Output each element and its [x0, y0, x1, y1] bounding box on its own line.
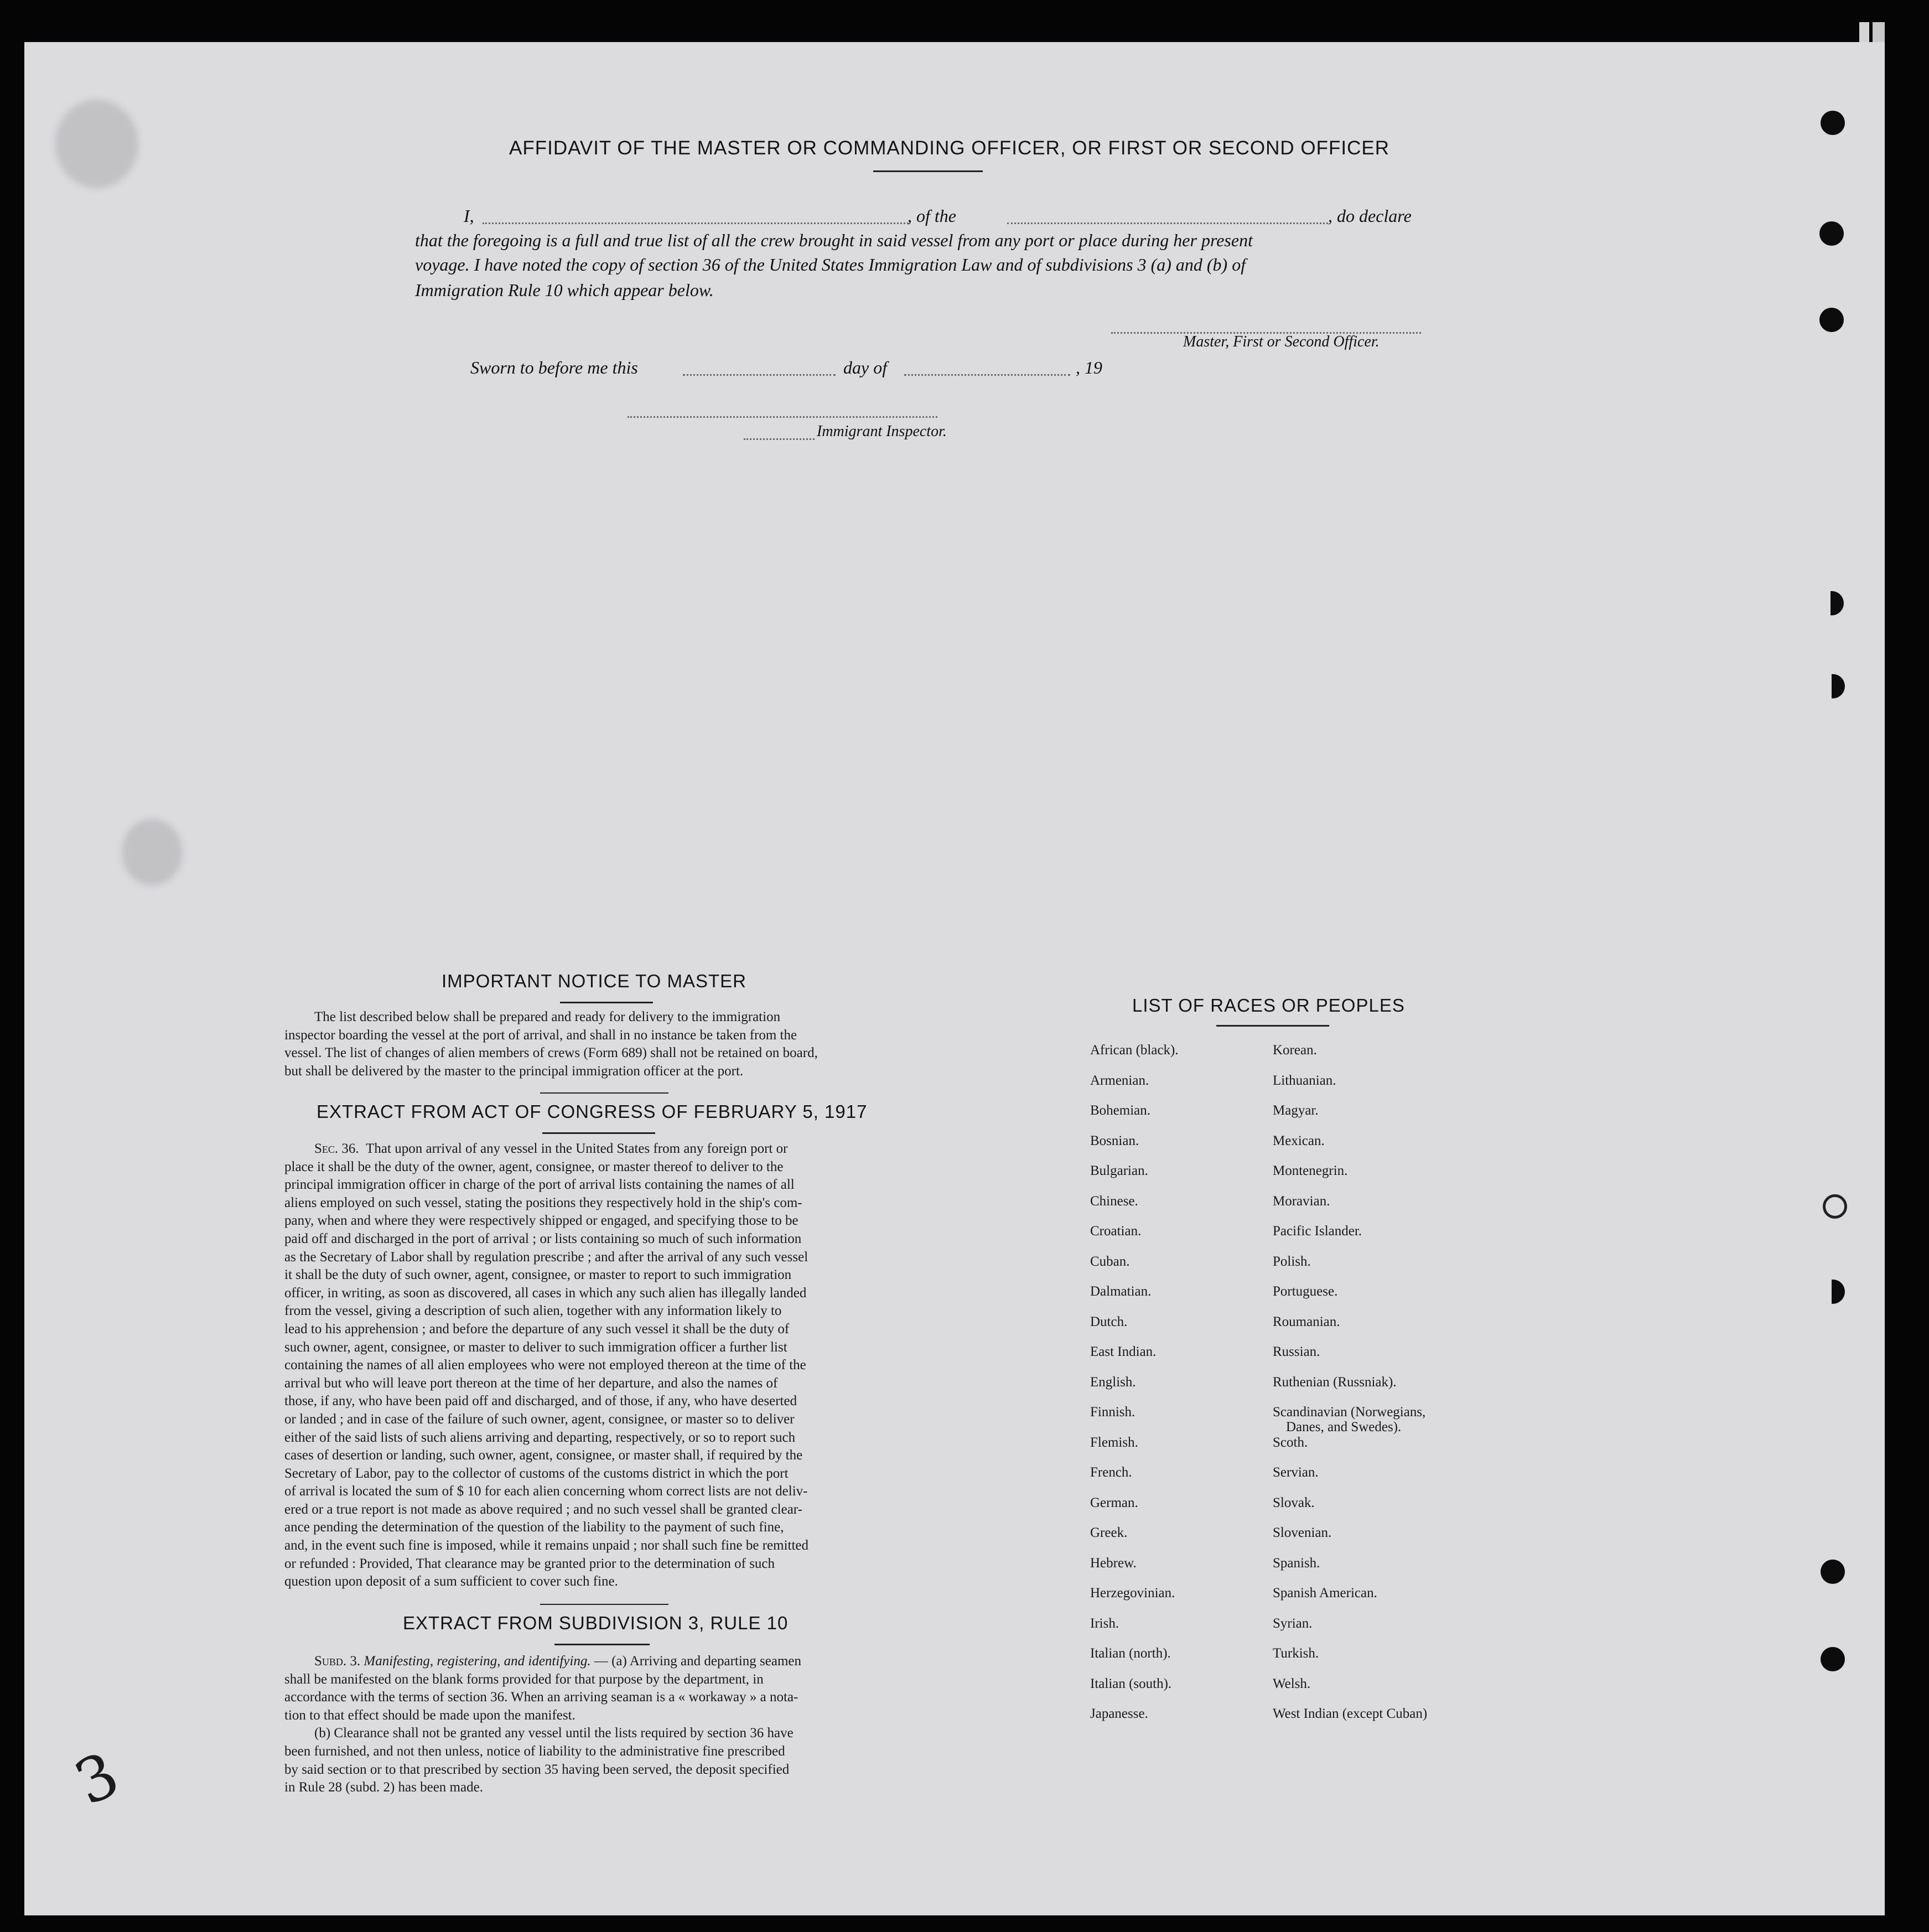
race-item: Montenegrin. [1273, 1163, 1348, 1178]
race-item: Welsh. [1273, 1676, 1311, 1691]
punch-hole [1821, 674, 1845, 698]
act-line: ered or a true report is not made as above required ; and no such vessel shall be granted clear- [284, 1501, 802, 1517]
act-line: Secretary of Labor, pay to the collector of customs of the customs district in which the port [284, 1465, 789, 1481]
act-line: or landed ; and in case of the failure of such owner, agent, consignee, or master so to deliver [284, 1411, 795, 1427]
act-line: such owner, agent, consignee, or master to deliver to such immigration officer a further list [284, 1339, 787, 1355]
race-item: Italian (north). [1090, 1646, 1171, 1661]
race-item: Roumanian. [1273, 1314, 1340, 1329]
race-item: Moravian. [1273, 1193, 1330, 1209]
notice-underline [560, 1002, 653, 1003]
rule-line: in Rule 28 (subd. 2) has been made. [284, 1780, 483, 1795]
punch-hole [1821, 1280, 1845, 1304]
race-item: Hebrew. [1090, 1555, 1137, 1571]
race-item: German. [1090, 1495, 1138, 1510]
rule-line: tion to that effect should be made upon the manifest. [284, 1707, 575, 1723]
act-line: That upon arrival of any vessel in the United States from any foreign port or [366, 1141, 788, 1156]
year-label: , 19 [1076, 358, 1102, 377]
race-item: Dalmatian. [1090, 1284, 1152, 1299]
act-line: paid off and discharged in the port of arrival ; or lists containing so much of such information [284, 1231, 802, 1246]
act-line: containing the names of all alien employees who were not employed thereon at the time of the [284, 1358, 806, 1373]
act-line: cases of desertion or landing, such owner, agent, consignee, or master shall, if required by the [284, 1448, 803, 1463]
rule-paragraph [284, 1653, 908, 1797]
act-line: from the vessel, giving a description of such alien, together with any information likely to [284, 1303, 782, 1319]
punch-hole [1819, 308, 1844, 332]
title-underline [873, 170, 983, 172]
rule-line: — (a) Arriving and departing seamen [594, 1654, 802, 1669]
rule-title: EXTRACT FROM SUBDIVISION 3, RULE 10 [403, 1613, 789, 1633]
day-of-label: day of [843, 358, 888, 377]
race-item: Turkish. [1273, 1646, 1319, 1661]
race-item: Croatian. [1090, 1224, 1142, 1239]
race-item: Armenian. [1090, 1073, 1149, 1088]
notice-title: IMPORTANT NOTICE TO MASTER [442, 971, 747, 991]
race-item: Herzegovinian. [1090, 1586, 1175, 1600]
document-sheet [24, 42, 1885, 1915]
act-underline [542, 1132, 655, 1134]
rule-line: been furnished, and not then unless, notice of liability to the administrative fine prescribed [284, 1743, 785, 1759]
race-item: Spanish American. [1273, 1586, 1377, 1600]
punch-hole [1821, 1647, 1845, 1671]
subd-title: Manifesting, registering, and identifying. [364, 1654, 591, 1669]
act-paragraph [284, 1140, 908, 1591]
race-item: Bulgarian. [1090, 1163, 1148, 1178]
act-line: lead to his apprehension ; and before the departure of any such vessel it shall be the duty of [284, 1321, 790, 1337]
race-item: Irish. [1090, 1615, 1119, 1631]
race-item: West Indian (except Cuban) [1273, 1706, 1428, 1721]
act-line: question upon deposit of a sum sufficient to cover such fine. [284, 1574, 618, 1589]
race-item: French. [1090, 1465, 1132, 1480]
race-item: Magyar. [1273, 1103, 1319, 1118]
race-item: Scandinavian (Norwegians, [1273, 1405, 1426, 1420]
race-item: Lithuanian. [1273, 1073, 1336, 1088]
race-item: Korean. [1273, 1043, 1317, 1058]
race-item: English. [1090, 1374, 1136, 1390]
act-line: officer, in writing, as soon as discovered, all cases in which any such alien has illegally landed [284, 1285, 807, 1301]
act-line: it shall be the duty of such owner, agent, consignee, or master to report to such immigration [284, 1267, 792, 1283]
rule-line: shall be manifested on the blank forms provided for that purpose by the department, in [284, 1671, 764, 1687]
inspector-lead-dots [744, 438, 815, 440]
act-line: place it shall be the duty of the owner, agent, consignee, or master thereof to deliver to the [284, 1159, 784, 1174]
race-item-continued: Danes, and Swedes). [1286, 1420, 1402, 1434]
divider [540, 1092, 668, 1094]
race-item: Slovenian. [1273, 1525, 1332, 1540]
smudge-left [122, 819, 183, 885]
race-item: Syrian. [1273, 1615, 1313, 1631]
race-item: Scoth. [1273, 1434, 1308, 1450]
act-line: ance pending the determination of the question of the liability to the payment of such fine, [284, 1520, 784, 1535]
race-item: Japanesse. [1090, 1706, 1148, 1721]
race-item: Finnish. [1090, 1405, 1135, 1420]
race-item: Slovak. [1273, 1495, 1315, 1510]
sworn-label: Sworn to before me this [470, 358, 638, 377]
punch-hole [1821, 111, 1845, 135]
inspector-label: Immigrant Inspector. [817, 423, 947, 440]
rule-line: by said section or to that prescribed by section 35 having been served, the deposit specified [284, 1762, 790, 1777]
month-blank[interactable] [904, 374, 1070, 376]
act-title: EXTRACT FROM ACT OF CONGRESS OF FEBRUARY 5, 1917 [317, 1101, 868, 1122]
race-item: Chinese. [1090, 1193, 1138, 1209]
punch-hole [1819, 591, 1844, 615]
rule-line: (b) Clearance shall not be granted any vessel until the lists required by section 36 have [314, 1726, 794, 1741]
affidavit-body-line: voyage. I have noted the copy of section 36 of the United States Immigration Law and of subdivisions 3 (a) and (b) of [415, 255, 1246, 274]
act-line: of arrival is located the sum of $ 10 for each alien concerning whom correct lists are not deliv- [284, 1484, 808, 1499]
punch-hole [1821, 1560, 1845, 1584]
subd-label: Subd. 3. [314, 1654, 361, 1669]
act-line: either of the said lists of such aliens arriving and departing, respectively, or so to report such [284, 1429, 796, 1445]
race-item: Polish. [1273, 1254, 1311, 1269]
race-item: Bohemian. [1090, 1103, 1151, 1118]
day-blank[interactable] [683, 374, 836, 376]
race-item: East Indian. [1090, 1344, 1157, 1359]
notice-line: The list described below shall be prepared and ready for delivery to the immigration [314, 1009, 781, 1024]
race-item: Dutch. [1090, 1314, 1128, 1329]
signature-label: Master, First or Second Officer. [1183, 333, 1380, 350]
race-item: Bosnian. [1090, 1133, 1139, 1148]
punch-hole [1819, 221, 1844, 246]
act-line: as the Secretary of Labor shall by regulation prescribe ; and after the arrival of any such vessel [284, 1249, 808, 1265]
race-item: Pacific Islander. [1273, 1224, 1362, 1239]
handwritten-page-number: 3 [64, 1738, 129, 1819]
race-item: Cuban. [1090, 1254, 1130, 1269]
notice-line: vessel. The list of changes of alien members of crews (Form 689) shall not be retained on board, [284, 1045, 818, 1061]
affidavit-body-line: Immigration Rule 10 which appear below. [415, 280, 714, 300]
inspector-blank[interactable] [628, 416, 937, 418]
notice-paragraph [284, 1008, 908, 1080]
race-item: Portuguese. [1273, 1284, 1338, 1299]
race-item: Mexican. [1273, 1133, 1325, 1148]
act-line: pany, when and where they were respectively shipped or engaged, and specifying those to be [284, 1213, 798, 1229]
act-line: those, if any, who have been paid off and discharged, and of those, if any, who have deserted [284, 1394, 797, 1409]
act-line: aliens employed on such vessel, stating the positions they respectively hold in the ship's com- [284, 1195, 802, 1210]
punch-hole [1823, 1194, 1847, 1219]
race-item: Ruthenian (Russniak). [1273, 1374, 1397, 1390]
act-line: principal immigration officer in charge of the port of arrival lists containing the names of all [284, 1177, 795, 1193]
rule-line: accordance with the terms of section 36. When an arriving seaman is a « workaway » a nota- [284, 1690, 798, 1705]
act-line: or refunded : Provided, That clearance may be granted prior to the determination of such [284, 1556, 775, 1571]
race-item: Servian. [1273, 1465, 1319, 1480]
act-line: arrival but who will leave port thereon at the time of her departure, and also the names of [284, 1375, 778, 1391]
race-item: Greek. [1090, 1525, 1128, 1540]
race-item: Russian. [1273, 1344, 1320, 1359]
rule-underline [554, 1644, 650, 1645]
race-item: African (black). [1090, 1043, 1179, 1058]
divider [540, 1604, 668, 1605]
affidavit-do-declare: , do declare [1328, 206, 1412, 226]
sec-label: Sec. 36. [314, 1141, 359, 1156]
race-item: Flemish. [1090, 1434, 1138, 1450]
affidavit-body-line: that the foregoing is a full and true list of all the crew brought in said vessel from any port or place during her present [415, 230, 1253, 250]
affidavit-title: AFFIDAVIT OF THE MASTER OR COMMANDING OFFICER, OR FIRST OR SECOND OFFICER [509, 137, 1390, 159]
notice-line: inspector boarding the vessel at the port of arrival, and shall in no instance be taken from the [284, 1027, 797, 1043]
vessel-blank[interactable] [1007, 222, 1328, 224]
act-line: and, in the event such fine is imposed, while it remains unpaid ; nor shall such fine be remitted [284, 1538, 808, 1553]
races-underline [1216, 1025, 1329, 1027]
affidavit-i-label: I, [464, 206, 474, 226]
smudge-top-left [55, 100, 138, 188]
name-blank[interactable] [483, 222, 909, 224]
notice-line: but shall be delivered by the master to the principal immigration officer at the port. [284, 1063, 744, 1079]
race-item: Spanish. [1273, 1555, 1320, 1571]
race-item: Italian (south). [1090, 1676, 1172, 1691]
affidavit-of-the: , of the [908, 206, 956, 226]
races-title: LIST OF RACES OR PEOPLES [1132, 995, 1405, 1016]
